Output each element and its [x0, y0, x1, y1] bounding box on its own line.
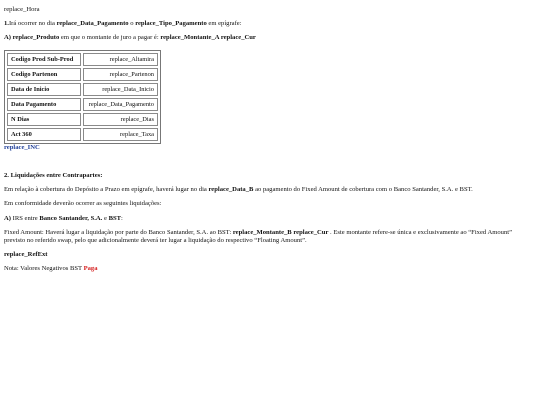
- table-row: [7, 53, 158, 66]
- ref-ext-text: replace_RefExt: [4, 251, 48, 258]
- table-label-cell: Codigo Partenon: [7, 68, 81, 81]
- irs-line: [4, 215, 123, 223]
- date-b-field: replace_Data_B: [208, 186, 254, 193]
- intro-text-2: o: [128, 20, 136, 27]
- intro-text-1: Irá ocorrer no dia: [8, 20, 57, 27]
- table-row: [7, 128, 158, 141]
- ref-ext-field: [4, 251, 47, 259]
- coverage-text-2: ao pagamento do Fixed Amount de cobertura com o Banco Santander, S.A. e BST.: [253, 186, 473, 193]
- amount-currency-field: replace_Montante_A replace_Cur: [160, 34, 256, 41]
- product-field: replace_Produto: [12, 34, 60, 41]
- payment-date-field: replace_Data_Pagamento: [56, 20, 129, 27]
- table-row: [7, 113, 158, 126]
- table-row: [7, 83, 158, 96]
- fixed-text-2: . Este montante refere-se única e exclusivamente ao “Fixed Amount” previsto no referido swap, pelo que adicionalmente deverá ter lugar a liquidação do respectivo “Floating Amount”.: [4, 229, 513, 244]
- table-label-cell: Data de Inicio: [7, 83, 81, 96]
- intro-paragraph: [4, 20, 242, 28]
- table-row: [7, 98, 158, 111]
- intro-number: 1.: [4, 20, 9, 27]
- inc-link[interactable]: replace_INC: [4, 144, 40, 151]
- amount-b-currency-field: replace_Montante_B replace_Cur: [232, 229, 329, 236]
- table-value-cell: replace_Altamira: [83, 53, 158, 66]
- table-value-cell: replace_Taxa: [83, 128, 158, 141]
- payment-type-field: replace_Tipo_Pagamento: [135, 20, 207, 27]
- table-label-cell: Codigo Prod Sub-Prod: [7, 53, 81, 66]
- bank-santander-name: Banco Santander, S.A.: [39, 215, 103, 222]
- coverage-text-1: Em relação à cobertura do Depósito a Prazo em epígrafe, haverá lugar no dia: [4, 186, 209, 193]
- settlements-intro: Em conformidade deverão ocorrer as seguintes liquidações:: [4, 200, 162, 207]
- irs-text-1: IRS entre: [10, 215, 40, 222]
- time-placeholder: replace_Hora: [4, 6, 40, 13]
- table-value-cell: replace_Data_Pagamento: [83, 98, 158, 111]
- table-label-cell: Data Pagamento: [7, 98, 81, 111]
- coverage-paragraph: [4, 186, 473, 194]
- fixed-amount-paragraph: [4, 229, 529, 245]
- irs-prefix: A): [4, 215, 11, 222]
- irs-text-3: :: [121, 215, 123, 222]
- fixed-text-1: Fixed Amount: Haverá lugar a liquidação por parte do Banco Santander, S.A. ao BST:: [4, 229, 233, 236]
- table-value-cell: replace_Partenon: [83, 68, 158, 81]
- item-a-text: em que o montante de juro a pagar é:: [59, 34, 161, 41]
- table-row: [7, 68, 158, 81]
- section-2-heading-text: 2. Liquidações entre Contrapartes:: [4, 172, 103, 179]
- item-a-paragraph: [4, 34, 256, 42]
- note-line: [4, 265, 98, 273]
- note-text: Nota: Valores Negativos BST: [4, 265, 84, 272]
- intro-text-3: em epígrafe:: [206, 20, 242, 27]
- pays-highlight: Paga: [83, 265, 98, 272]
- bst-name: BST: [108, 215, 122, 222]
- table-label-cell: N Dias: [7, 113, 81, 126]
- table-label-cell: Act 360: [7, 128, 81, 141]
- irs-text-2: e: [102, 215, 109, 222]
- details-table: [4, 50, 161, 144]
- section-2-heading: [4, 172, 102, 180]
- table-value-cell: replace_Dias: [83, 113, 158, 126]
- item-a-prefix: A): [4, 34, 13, 41]
- table-value-cell: replace_Data_Inicio: [83, 83, 158, 96]
